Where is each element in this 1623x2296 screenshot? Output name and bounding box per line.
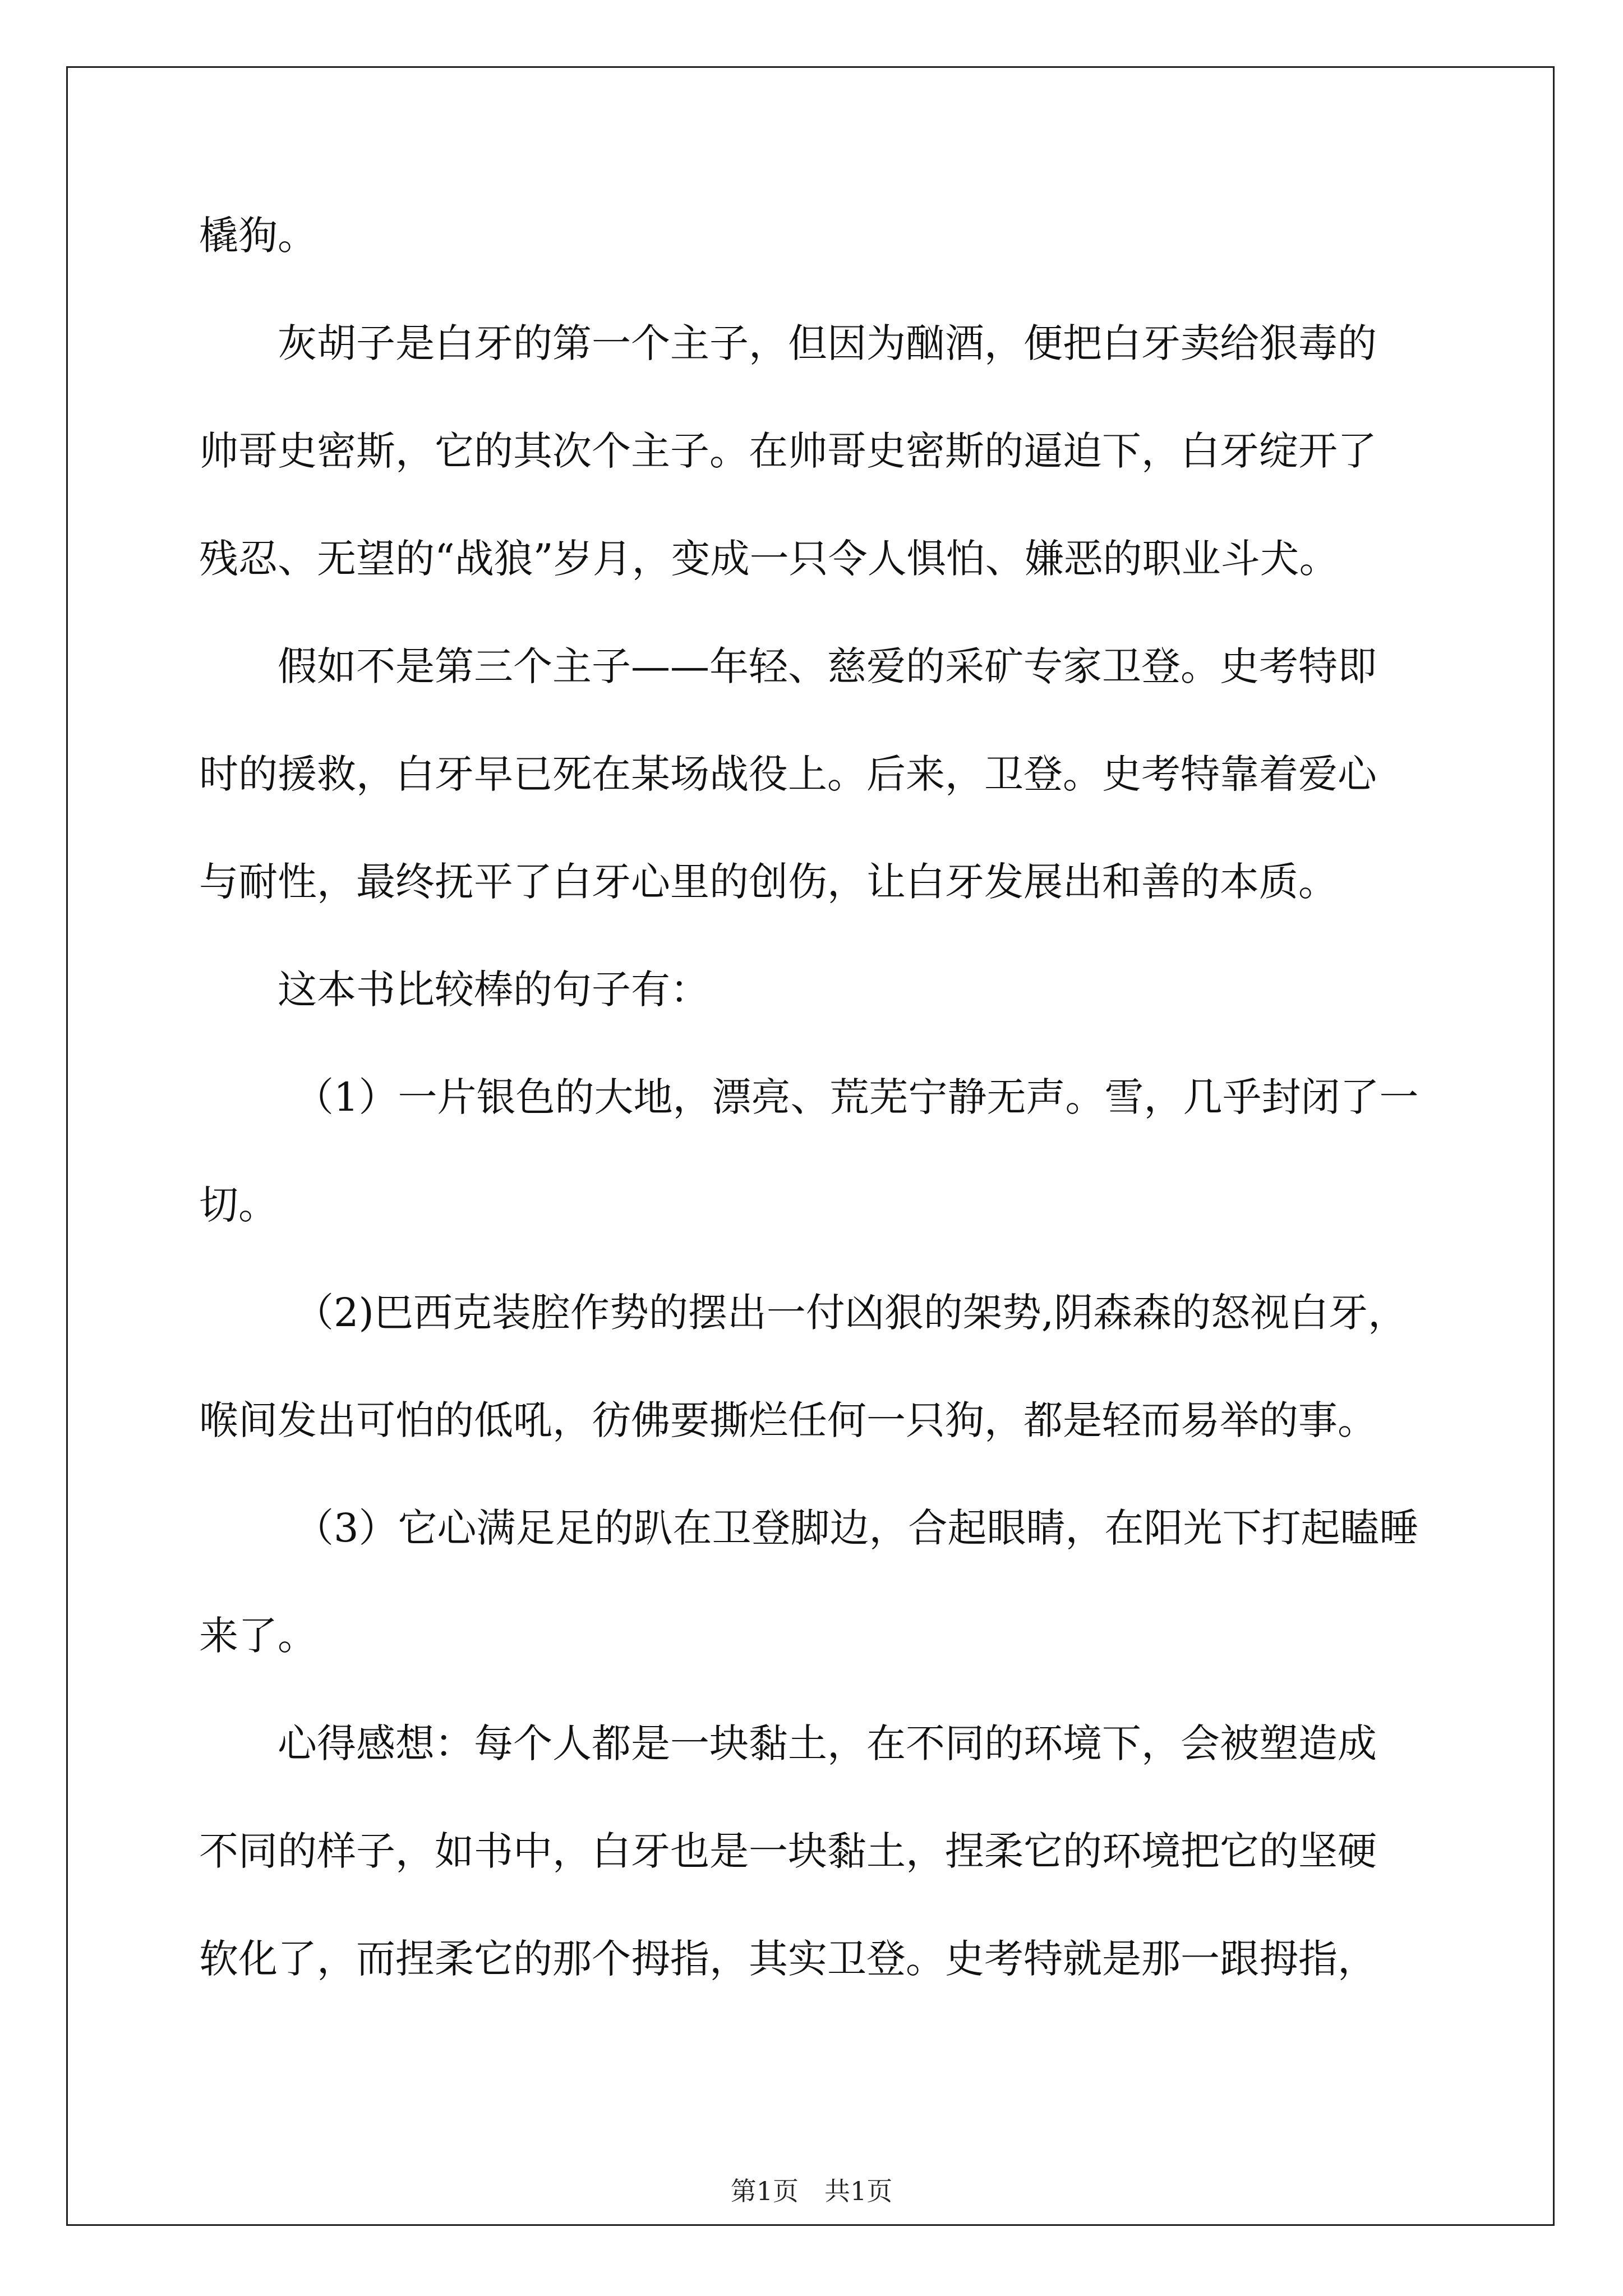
text-line: 灰胡子是白牙的第一个主子，但因为酗酒，便把白牙卖给狠毒的: [278, 320, 1377, 366]
text-line: 残忍、无望的“战狼”岁月，变成一只令人惧怕、嫌恶的职业斗犬。: [199, 536, 1339, 582]
text-line: 橇狗。: [199, 213, 317, 259]
text-line: （1）一片银色的大地，漂亮、荒芜宁静无声。雪，几乎封闭了一: [294, 1074, 1419, 1120]
text-line: 切。: [199, 1182, 278, 1228]
text-line: 来了。: [199, 1613, 317, 1659]
text-line: 帅哥史密斯，它的其次个主子。在帅哥史密斯的逼迫下，白牙绽开了: [199, 428, 1377, 474]
page-footer: 第1页 共1页: [730, 2176, 893, 2206]
text-line: （2)巴西克装腔作势的摆出一付凶狠的架势,阴森森的怒视白牙，: [294, 1290, 1408, 1336]
text-line: 心得感想：每个人都是一块黏土，在不同的环境下，会被塑造成: [278, 1720, 1377, 1766]
text-line: 软化了，而捏柔它的那个拇指，其实卫登。史考特就是那一跟拇指，: [199, 1936, 1377, 1982]
document-body: [199, 208, 1433, 2039]
text-line: 这本书比较棒的句子有：: [278, 967, 709, 1013]
text-line: 假如不是第三个主子——年轻、慈爱的采矿专家卫登。史考特即: [278, 643, 1377, 689]
text-line: 时的援救，白牙早已死在某场战役上。后来，卫登。史考特靠着爱心: [199, 751, 1377, 797]
text-line: 不同的样子，如书中，白牙也是一块黏土，捏柔它的环境把它的坚硬: [199, 1828, 1377, 1874]
text-line: 喉间发出可怕的低吼，彷佛要撕烂任何一只狗，都是轻而易举的事。: [199, 1397, 1377, 1443]
text-line: （3）它心满足足的趴在卫登脚边，合起眼睛，在阳光下打起瞌睡: [294, 1505, 1419, 1551]
text-line: 与耐性，最终抚平了白牙心里的创伤，让白牙发展出和善的本质。: [199, 859, 1338, 905]
